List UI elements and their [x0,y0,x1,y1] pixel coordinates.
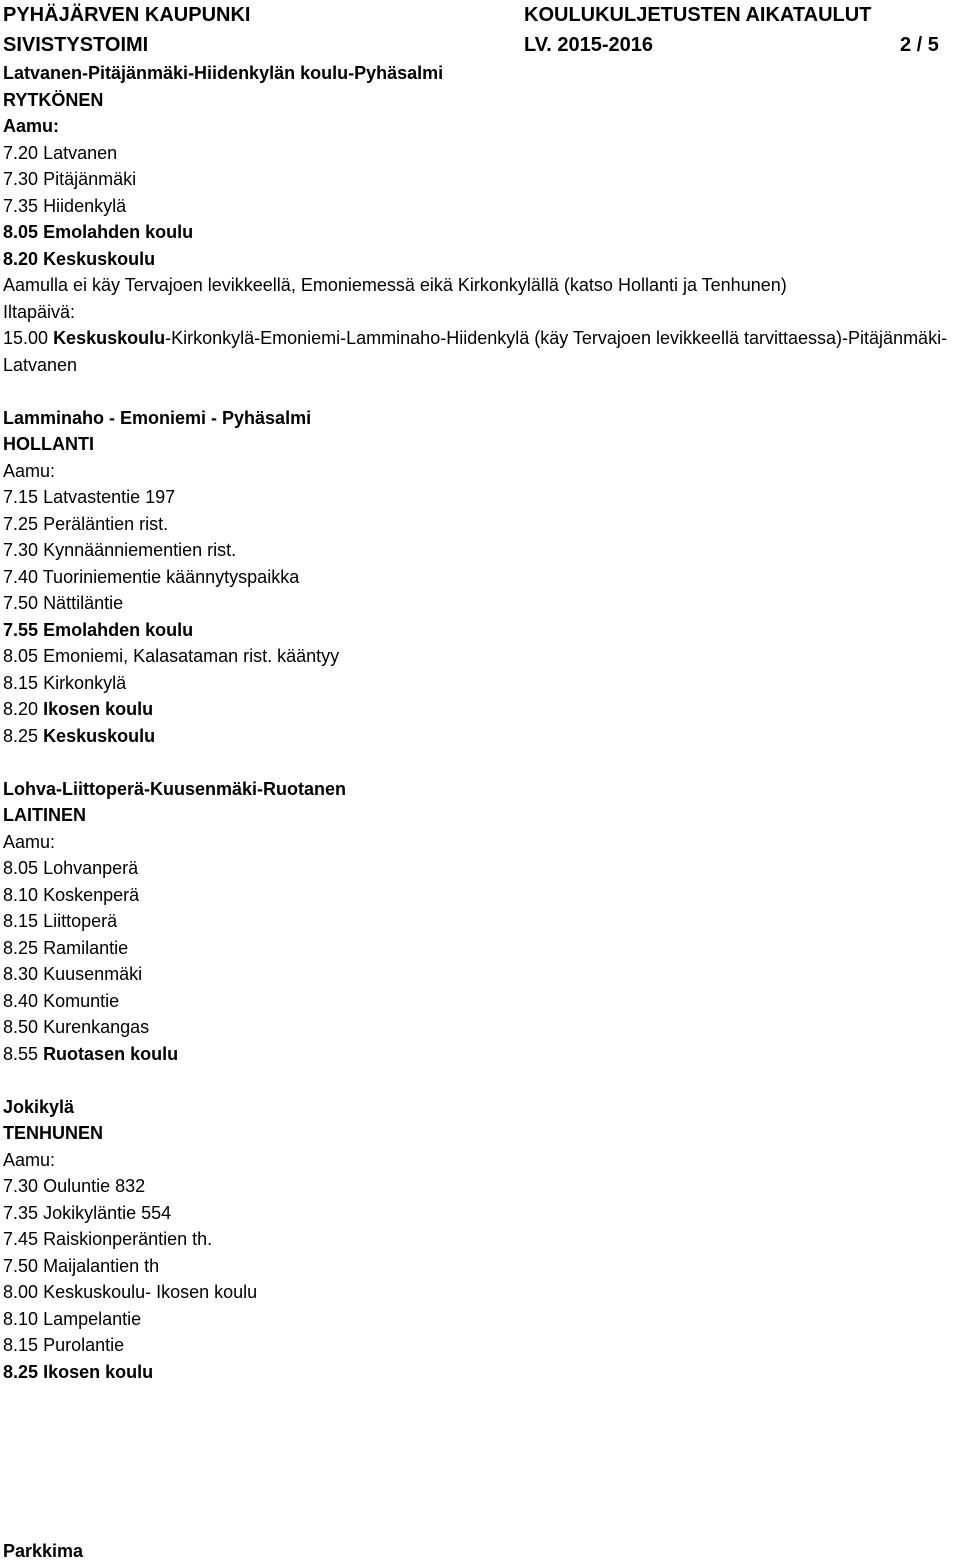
stop-place: Liittoperä [43,911,118,931]
stop-place: Lohvanperä [43,858,139,878]
route-operator: RYTKÖNEN [3,89,104,110]
stop-time: 7.35 [3,195,39,216]
stop-time: 8.05 [3,222,39,242]
stop-row [3,246,953,273]
morning-label: Aamu: [3,460,56,481]
morning-label: Aamu: [3,116,60,136]
afternoon-route-text: -Kirkonkylä-Emoniemi-Lamminaho-Hiidenkylä (käy Tervajoen levikkeellä tarvittaessa)-Pitäjänmäki-Latvanen [3,328,948,375]
stop-place: Lampelantie [43,1308,142,1329]
stop-row [3,1200,953,1227]
stop-place: Kurenkangas [43,1017,150,1037]
stop-place: Ouluntie 832 [43,1176,146,1196]
stop-place: Latvanen [43,142,118,163]
stop-time: 7.50 [3,1255,39,1276]
route-note: Aamulla ei käy Tervajoen levikkeellä, Emoniemessä eikä Kirkonkylällä (katso Hollanti ja Tenhunen) [3,275,787,295]
stop-row [3,1279,953,1306]
stop-row [3,670,953,697]
stop-time: 8.05 [3,646,39,666]
stop-time: 8.15 [3,911,39,931]
stop-place: Koskenperä [43,884,140,905]
stop-row [3,590,953,617]
route-title: Latvanen-Pitäjänmäki-Hiidenkylän koulu-Pyhäsalmi [3,63,444,83]
afternoon-school: Keskuskoulu [53,328,166,348]
stop-row [3,1041,953,1068]
stop-time: 8.50 [3,1017,39,1037]
stop-place: Raiskionperäntien th. [43,1229,213,1249]
stop-time: 8.15 [3,1335,39,1355]
stop-time: 8.40 [3,990,39,1011]
route-title: Lohva-Liittoperä-Kuusenmäki-Ruotanen [3,778,347,799]
stop-time: 8.00 [3,1282,39,1302]
morning-label: Aamu: [3,831,56,852]
page-number: 2 / 5 [900,34,939,56]
stop-place: Nättiläntie [43,593,124,613]
stop-row [3,961,953,988]
stop-place: Emolahden koulu [43,222,194,242]
stop-row [3,988,953,1015]
stop-place: Kuusenmäki [43,964,143,984]
stop-time: 7.30 [3,540,39,560]
stop-place: Pitäjänmäki [43,169,137,189]
stop-time: 7.40 [3,566,39,587]
org-name: PYHÄJÄRVEN KAUPUNKI [3,4,251,26]
route-title: Jokikylä [3,1096,75,1117]
stop-time: 7.20 [3,142,39,163]
stop-row [3,882,953,909]
next-route-title: Parkkima [3,1541,84,1561]
stop-row [3,1359,953,1386]
stop-row [3,855,953,882]
stop-place: Tuoriniementie käännytyspaikka [42,566,300,587]
stop-time: 8.30 [3,964,39,984]
stop-time: 8.20 [3,248,39,269]
stop-place: Komuntie [43,990,120,1011]
stop-place: Emolahden koulu [43,619,194,640]
stop-time: 7.55 [3,619,39,640]
stop-row [3,617,953,644]
stop-row [3,723,953,750]
stop-row [3,511,953,538]
stop-row [3,1332,953,1359]
stop-row [3,1014,953,1041]
stop-row [3,935,953,962]
stop-row [3,484,953,511]
stop-row [3,537,953,564]
stop-place: Emoniemi, Kalasataman rist. kääntyy [43,646,340,666]
afternoon-route [3,325,953,378]
stop-time: 7.30 [3,169,39,189]
route-title: Lamminaho - Emoniemi - Pyhäsalmi [3,407,312,428]
stop-time: 8.25 [3,937,39,958]
stop-row [3,1253,953,1280]
stop-row [3,643,953,670]
schedule-content [3,60,953,1385]
stop-place: Keskuskoulu [43,248,156,269]
route-operator: HOLLANTI [3,434,94,454]
stop-place: Keskuskoulu [43,725,156,746]
stop-time: 7.30 [3,1176,39,1196]
stop-row [3,908,953,935]
stop-place: Ikosen koulu [43,1361,154,1382]
stop-row [3,696,953,723]
stop-row [3,1173,953,1200]
stop-time: 7.25 [3,513,39,534]
document-title: KOULUKULJETUSTEN AIKATAULUT [524,4,872,26]
stop-time: 8.20 [3,699,39,719]
stop-row [3,1306,953,1333]
stop-time: 8.10 [3,1308,39,1329]
stop-row [3,140,953,167]
stop-time: 8.55 [3,1043,39,1064]
stop-row [3,166,953,193]
stop-time: 8.25 [3,725,39,746]
stop-time: 8.15 [3,672,39,693]
stop-time: 7.15 [3,487,39,507]
stop-time: 7.35 [3,1202,39,1223]
stop-place: Peräläntien rist. [43,513,169,534]
stop-time: 7.45 [3,1229,39,1249]
stop-place: Maijalantien th [43,1255,160,1276]
stop-row [3,193,953,220]
stop-time: 8.05 [3,858,39,878]
stop-place: Hiidenkylä [43,195,127,216]
stop-place: Kynnäänniementien rist. [43,540,237,560]
stop-time: 7.50 [3,593,39,613]
stop-row [3,219,953,246]
document-year: LV. 2015-2016 [524,34,653,56]
stop-place: Keskuskoulu- Ikosen koulu [43,1282,258,1302]
stop-place: Ramilantie [43,937,129,958]
stop-place: Ikosen koulu [43,699,154,719]
afternoon-label: Iltapäivä: [3,301,76,322]
stop-time: 8.10 [3,884,39,905]
route-operator: TENHUNEN [3,1123,104,1143]
route-operator: LAITINEN [3,805,86,825]
stop-place: Ruotasen koulu [43,1043,179,1064]
stop-place: Purolantie [43,1335,125,1355]
morning-label: Aamu: [3,1149,56,1170]
stop-row [3,1226,953,1253]
org-department: SIVISTYSTOIMI [3,34,149,56]
stop-place: Latvastentie 197 [43,487,176,507]
stop-row [3,564,953,591]
stop-place: Jokikyläntie 554 [43,1202,172,1223]
stop-place: Kirkonkylä [43,672,127,693]
stop-time: 8.25 [3,1361,39,1382]
stop-time: 15.00 [3,328,49,348]
